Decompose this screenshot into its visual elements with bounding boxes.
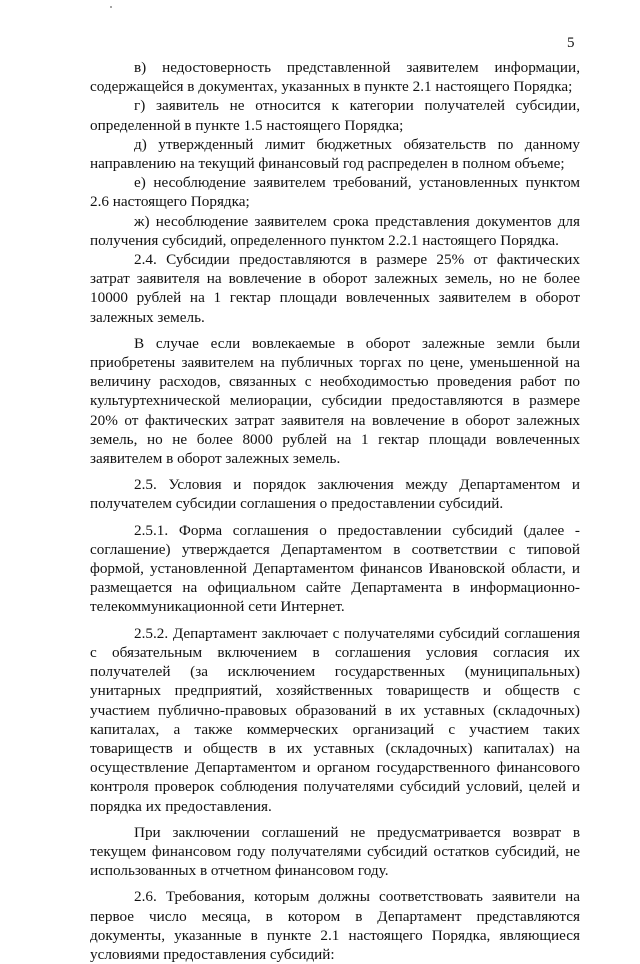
paragraph-2-5: 2.5. Условия и порядок заключения между Департаментом и получателем субсидии соглашения о предоставлении субсидий. (90, 476, 580, 513)
paragraph-no-return: При заключении соглашений не предусматривается возврат в текущем финансовом году получателями субсидий остатков субсидий, не использованных в отчетном финансовом году. (90, 823, 580, 880)
paragraph-item-d: д) утвержденный лимит бюджетных обязательств по данному направлению на текущий финансовый год распределен в полном объеме; (90, 135, 580, 173)
paragraph-item-g: г) заявитель не относится к категории получателей субсидии, определенной в пункте 1.5 настоящего Порядка; (90, 97, 580, 134)
paragraph-2-5-2: 2.5.2. Департамент заключает с получателями субсидий соглашения с обязательным включением в соглашения условия согласия их получателей (за исключением государственных (муниципальных) унитарных предприятий, хозяйственных товариществ и обществ с участием публично-правовых образований в их уставных (складочных) капиталах, а также коммерческих организаций с участием таких товариществ и обществ в их уставных (складочных) капиталах) на осуществление Департаментом и органом государственного финансового контроля проверок соблюдения получателями субсидий условий, целей и порядка их предоставления. (90, 624, 580, 815)
paragraph-item-e: е) несоблюдение заявителем требований, установленных пунктом 2.6 настоящего Порядка; (90, 174, 580, 211)
paragraph-2-5-1: 2.5.1. Форма соглашения о предоставлении субсидий (далее - соглашение) утверждается Департаментом в соответствии с типовой формой, установленной Департаментом финансов Ивановской области, и размещается на официальном сайте Департамента в информационно-телекоммуникационной сети Интернет. (90, 521, 580, 616)
paragraph-2-6: 2.6. Требования, которым должны соответствовать заявители на первое число месяца, в котором в Департамент представляются документы, указанные в пункте 2.1 настоящего Порядка, являющиеся условиями предоставления субсидий: (90, 888, 580, 963)
scan-speck (110, 6, 112, 8)
paragraph-item-zh: ж) несоблюдение заявителем срока представления документов для получения субсидий, определенного пунктом 2.2.1 настоящего Порядка. (90, 212, 580, 249)
paragraph-item-v: в) недостоверность представленной заявителем информации, содержащейся в документах, указанных в пункте 2.1 настоящего Порядка; (90, 59, 580, 96)
page-number: 5 (567, 35, 575, 51)
paragraph-2-4: 2.4. Субсидии предоставляются в размере 25% от фактических затрат заявителя на вовлечение в оборот залежных земель, но не более 10000 рублей на 1 гектар площади вовлеченных заявителем в оборот залежных земель. (90, 251, 580, 326)
paragraph-public-auction: В случае если вовлекаемые в оборот залежные земли были приобретены заявителем на публичных торгах по цене, уменьшенной на величину расходов, связанных с необходимостью проведения работ по культуртехнической мелиорации, субсидии предоставляются в размере 20% от фактических затрат заявителя на вовлечение в оборот залежных земель, но не более 8000 рублей на 1 гектар площади вовлеченных заявителем в оборот залежных земель. (90, 334, 580, 468)
document-body (90, 58, 580, 964)
